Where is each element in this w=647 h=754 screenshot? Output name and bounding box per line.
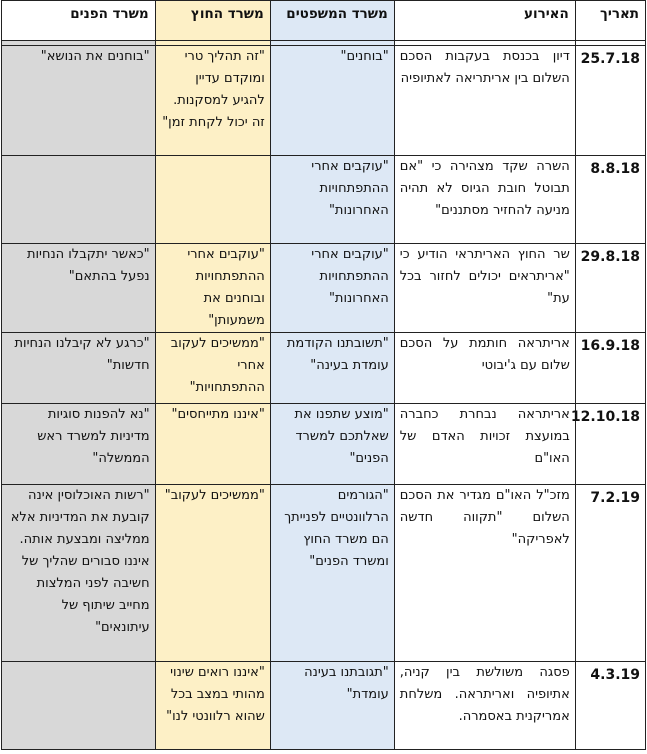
date-cell: 7.2.19 xyxy=(575,485,645,662)
table-row xyxy=(2,156,646,244)
justice-response-cell: "תגובתנו בעינה עומדת" xyxy=(270,662,394,750)
date-cell: 4.3.19 xyxy=(575,662,645,750)
event-cell: אריתראה חותמת על הסכם שלום עם ג'יבוטי xyxy=(394,333,575,404)
header-foreign-ministry: משרד החוץ xyxy=(155,1,270,41)
foreign-response-cell: "איננו רואים שינוי מהותי במצב בכל שהוא רלוונטי לנו" xyxy=(155,662,270,750)
event-cell: השרה שקד מצהירה כי "אם תבוטל חובת הגיוס לא תהיה מניעה להחזיר מסתננים" xyxy=(394,156,575,244)
interior-response-cell: "כרגע לא קיבלנו הנחיות חדשות" xyxy=(2,333,156,404)
date-cell: 12.10.18 xyxy=(575,404,645,485)
foreign-response-cell: "איננו מתייחסים" xyxy=(155,404,270,485)
header-date: תאריך xyxy=(575,1,645,41)
table-row xyxy=(2,404,646,485)
justice-response-cell: "עוקבים אחרי ההתפתחויות האחרונות" xyxy=(270,244,394,333)
header-row xyxy=(2,1,646,41)
table-row xyxy=(2,485,646,662)
justice-response-cell: "הגורמים הרלוונטיים לפנייתך הם משרד החוץ ומשרד הפנים" xyxy=(270,485,394,662)
event-cell: פסגה משולשת בין קניה, אתיופיה ואריתראה. משלחת אמריקנית באסמרה. xyxy=(394,662,575,750)
interior-response-cell xyxy=(2,662,156,750)
header-event: האירוע xyxy=(394,1,575,41)
date-cell: 25.7.18 xyxy=(575,46,645,156)
event-cell: שר החוץ האריתראי הודיע כי "אריתראים יכולים לחזור בכל עת" xyxy=(394,244,575,333)
justice-response-cell: "בוחנים" xyxy=(270,46,394,156)
interior-response-cell: "נא להפנות סוגיות מדיניות למשרד ראש הממשלה" xyxy=(2,404,156,485)
foreign-response-cell: "עוקבים אחרי ההתפתחויות ובוחנים את משמעותן" xyxy=(155,244,270,333)
header-interior-ministry: משרד הפנים xyxy=(2,1,156,41)
date-cell: 8.8.18 xyxy=(575,156,645,244)
event-cell: אריתראה נבחרת כחברה במועצת זכויות האדם של האו"ם xyxy=(394,404,575,485)
foreign-response-cell: "ממשיכים לעקוב אחרי ההתפתחויות" xyxy=(155,333,270,404)
event-cell: דיון בכנסת בעקבות הסכם השלום בין אריתריאה לאתיופיה xyxy=(394,46,575,156)
interior-response-cell: "כאשר יתקבלו הנחיות נפעל בהתאם" xyxy=(2,244,156,333)
interior-response-cell: "בוחנים את הנושא" xyxy=(2,46,156,156)
interior-response-cell: "רשות האוכלוסין אינה קובעת את המדיניות אלא ממליצה ומבצעת אותה. איננו סבורים שהליך של חשיבה לפני המלצות מחייב שיתוף של עיתונאים" xyxy=(2,485,156,662)
table-row xyxy=(2,333,646,404)
date-cell: 16.9.18 xyxy=(575,333,645,404)
interior-response-cell xyxy=(2,156,156,244)
table-row xyxy=(2,662,646,750)
ministry-responses-table xyxy=(1,0,646,750)
justice-response-cell: "תשובתנו הקודמת עומדת בעינה" xyxy=(270,333,394,404)
justice-response-cell: "עוקבים אחרי ההתפתחויות האחרונות" xyxy=(270,156,394,244)
table-row xyxy=(2,244,646,333)
event-cell: מזכ"ל האו"ם מגדיר את הסכם השלום "תקווה חדשה לאפריקה" xyxy=(394,485,575,662)
justice-response-cell: "מוצע שתפנו את שאלתכם למשרד הפנים" xyxy=(270,404,394,485)
date-cell: 29.8.18 xyxy=(575,244,645,333)
table-row xyxy=(2,46,646,156)
foreign-response-cell: "זה תהליך טרי ומוקדם עדיין להגיע למסקנות. זה יכול לקחת זמן" xyxy=(155,46,270,156)
header-justice-ministry: משרד המשפטים xyxy=(270,1,394,41)
foreign-response-cell xyxy=(155,156,270,244)
foreign-response-cell: "ממשיכים לעקוב" xyxy=(155,485,270,662)
